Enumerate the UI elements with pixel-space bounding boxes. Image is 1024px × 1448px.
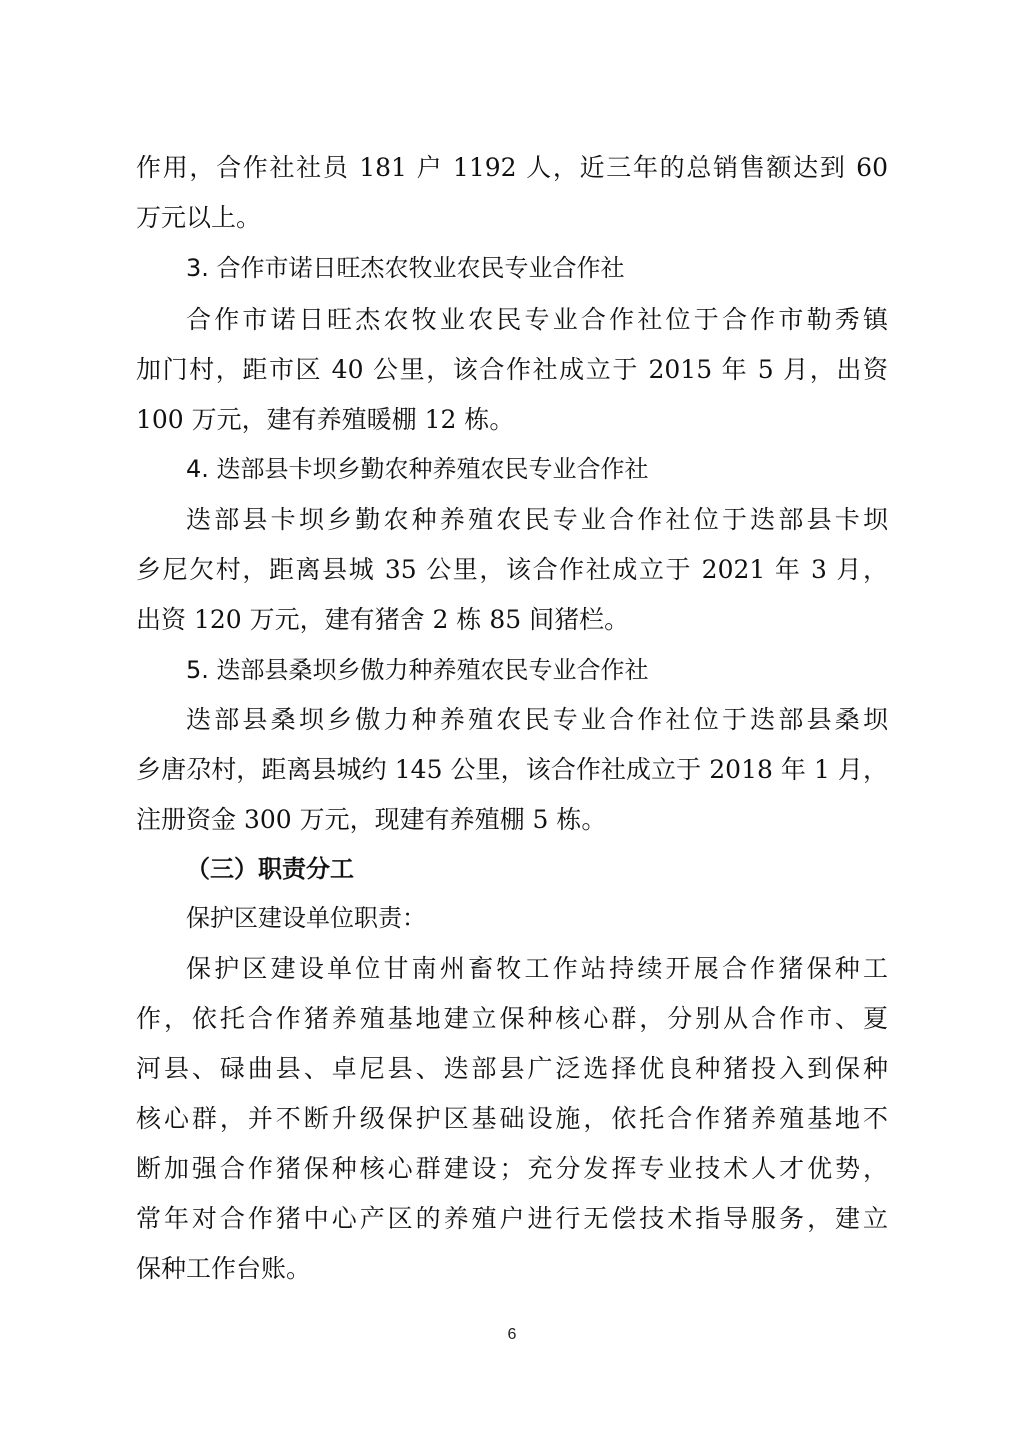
paragraph-first-line: 迭部县桑坝乡傲力种养殖农民专业合作社位于迭部县桑坝 bbox=[186, 705, 888, 734]
paragraph-first-line: 合作市诺日旺杰农牧业农民专业合作社位于合作市勒秀镇 bbox=[186, 305, 888, 334]
paragraph-label: 保护区建设单位职责： bbox=[186, 904, 426, 932]
body-line: 乡尼欠村，距离县城 35 公里，该合作社成立于 2021 年 3 月， bbox=[136, 555, 888, 584]
section-heading-5: 5. 迭部县桑坝乡傲力种养殖农民专业合作社 bbox=[186, 656, 649, 684]
body-line: 断加强合作猪保种核心群建设；充分发挥专业技术人才优势， bbox=[136, 1154, 888, 1183]
body-line: 常年对合作猪中心产区的养殖户进行无偿技术指导服务，建立 bbox=[136, 1204, 888, 1233]
body-line: 万元以上。 bbox=[136, 203, 262, 232]
body-line: 作用，合作社社员 181 户 1192 人，近三年的总销售额达到 60 bbox=[136, 153, 888, 182]
paragraph-first-line: 迭部县卡坝乡勤农种养殖农民专业合作社位于迭部县卡坝 bbox=[186, 505, 888, 534]
subsection-heading: （三）职责分工 bbox=[186, 855, 354, 883]
body-line: 河县、碌曲县、卓尼县、迭部县广泛选择优良种猪投入到保种 bbox=[136, 1054, 888, 1083]
section-heading-4: 4. 迭部县卡坝乡勤农种养殖农民专业合作社 bbox=[186, 455, 649, 483]
body-line: 出资 120 万元，建有猪舍 2 栋 85 间猪栏。 bbox=[136, 605, 630, 634]
body-line: 作，依托合作猪养殖基地建立保种核心群，分别从合作市、夏 bbox=[136, 1004, 888, 1033]
body-line: 100 万元，建有养殖暖棚 12 栋。 bbox=[136, 405, 515, 434]
body-line: 乡唐尕村，距离县城约 145 公里，该合作社成立于 2018 年 1 月， bbox=[136, 755, 888, 784]
body-line: 保种工作台账。 bbox=[136, 1254, 312, 1283]
section-heading-3: 3. 合作市诺日旺杰农牧业农民专业合作社 bbox=[186, 254, 625, 282]
paragraph-first-line: 保护区建设单位甘南州畜牧工作站持续开展合作猪保种工 bbox=[186, 954, 888, 983]
body-line: 核心群，并不断升级保护区基础设施，依托合作猪养殖基地不 bbox=[136, 1104, 888, 1133]
page-number: 6 bbox=[507, 1326, 517, 1343]
body-line: 注册资金 300 万元，现建有养殖棚 5 栋。 bbox=[136, 805, 607, 834]
body-line: 加门村，距市区 40 公里，该合作社成立于 2015 年 5 月，出资 bbox=[136, 355, 888, 384]
